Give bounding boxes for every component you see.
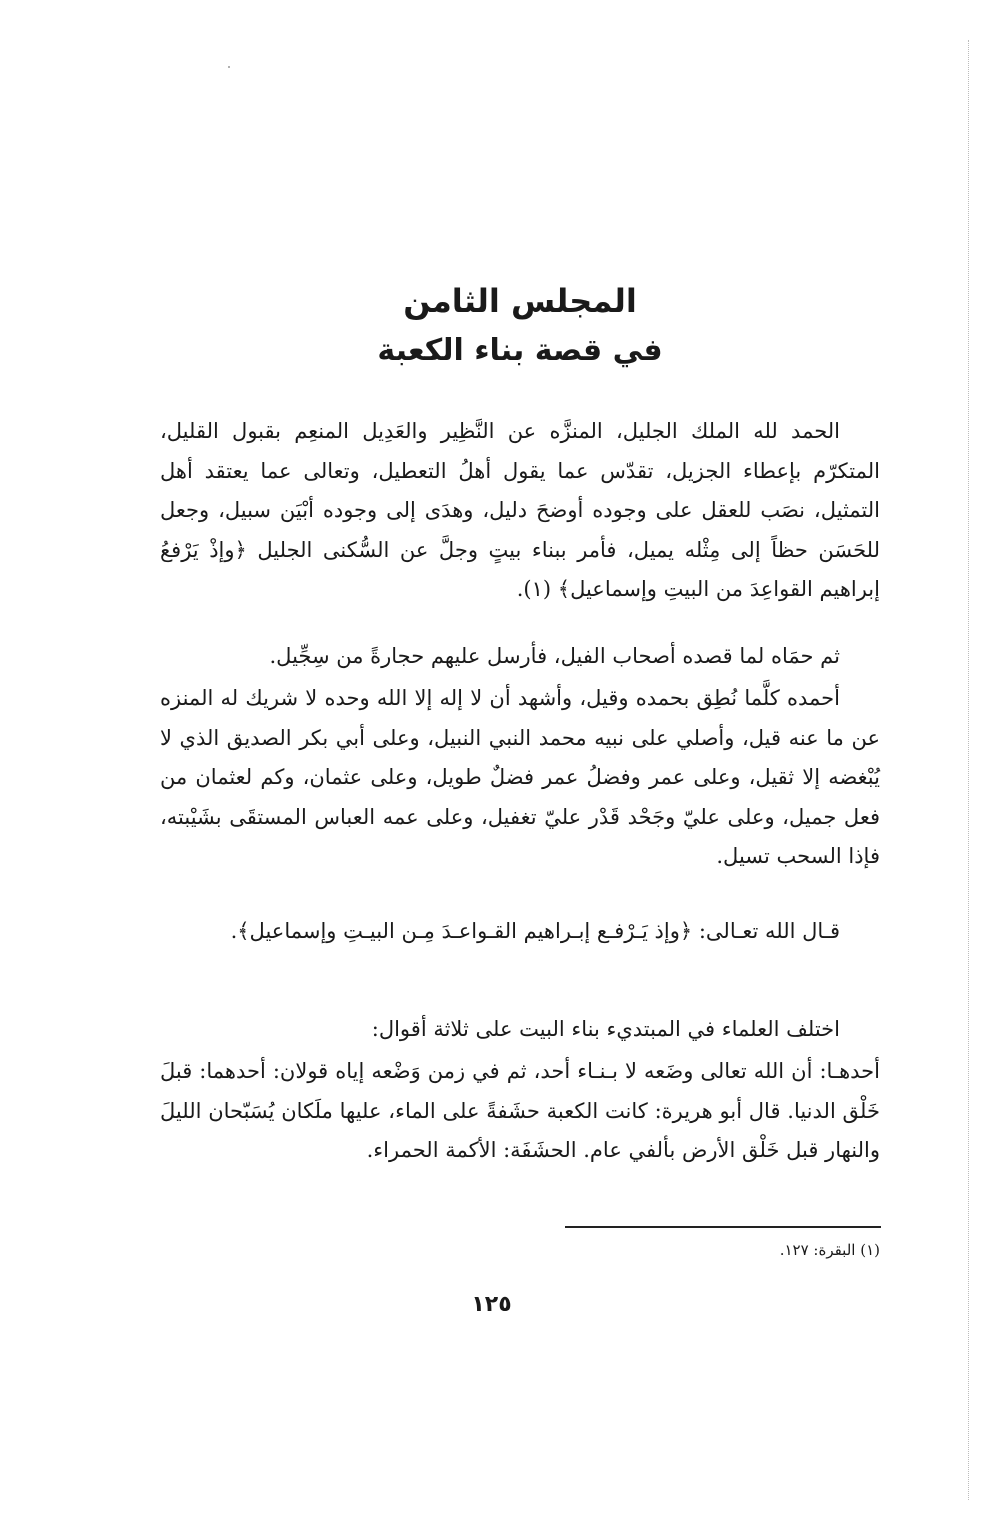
paragraph-text: أحدهـا: أن الله تعالى وضَعه لا بـنـاء أحد، ثم في زمن وَضْعه إياه قولان: أحدهما: قبلَ خَلْق الدنيا. قال أبو هريرة: كانت الكعبة حشَفةً على الماء، عليها ملَكان يُسَبّحان الليلَ والنهار قبل خَلْق الأرض بألفي عام. الحشَفَة: الأكمة الحمراء. <box>160 1059 880 1163</box>
footnote-separator <box>565 1226 881 1228</box>
paragraph-text: اختلف العلماء في المبتديء بناء البيت على ثلاثة أقوال: <box>371 1017 840 1041</box>
paragraph-text: قـال الله تعـالى: ﴿وإذ يَـرْفـع إبـراهيم القـواعـدَ مِـن البيـتِ وإسماعيل﴾. <box>230 919 840 943</box>
paragraph-text: الحمد لله الملك الجليل، المنزَّه عن النَّظِير والعَدِيل المنعِم بقبول القليل، المتكرّم بإعطاء الجزيل، تقدّس عما يقول أهلُ التعطيل، وتعالى عما يعتقد أهل التمثيل، نصَب للعقل على وجوده أوضحَ دليل، وهدَى إلى وجوده أبْيَن سبيل، وجعل للحَسَن حظاً إلى مِثْله يميل، فأمر ببناء بيتٍ وجلَّ عن السُّكنى الجليل ﴿وإذْ يَرْفعُ إبراهيم القواعِدَ من البيتِ وإسماعيل﴾ (١). <box>160 419 880 602</box>
footnote: (١) البقرة: ١٢٧. <box>779 1241 880 1259</box>
paragraph-text: ثم حمَاه لما قصده أصحاب الفيل، فأرسل عليهم حجارةً من سِجِّيل. <box>269 644 840 668</box>
scan-speck <box>228 66 230 68</box>
page-number: ١٢٥ <box>471 1292 512 1317</box>
body-paragraph-5 <box>160 1010 880 1050</box>
body-paragraph-1 <box>160 412 880 610</box>
chapter-heading <box>160 276 880 376</box>
chapter-title: المجلس الثامن <box>403 282 637 320</box>
body-paragraph-2 <box>160 637 880 677</box>
body-paragraph-4 <box>160 912 880 952</box>
body-paragraph-6 <box>160 1052 880 1171</box>
chapter-subtitle: في قصة بناء الكعبة <box>377 333 663 368</box>
body-paragraph-3 <box>160 679 880 877</box>
paragraph-text: أحمده كلَّما نُطِق بحمده وقيل، وأشهد أن لا إله إلا الله وحده لا شريك له المنزه عن ما عنه قيل، وأصلي على نبيه محمد النبي النبيل، وعلى أبي بكر الصديق الذي لا يُبْغضه إلا ثقيل، وعلى عمر وفضلُ عمر فضلٌ طويل، وعلى عثمان، وكم لعثمان من فعل جميل، وعلى عليّ وجَحْد قَدْر عليّ تغفيل، وعلى عمه العباس المستقَى بشَيْبته، فإذا السحب تسيل. <box>160 686 880 869</box>
page-edge-dots <box>968 40 969 1500</box>
